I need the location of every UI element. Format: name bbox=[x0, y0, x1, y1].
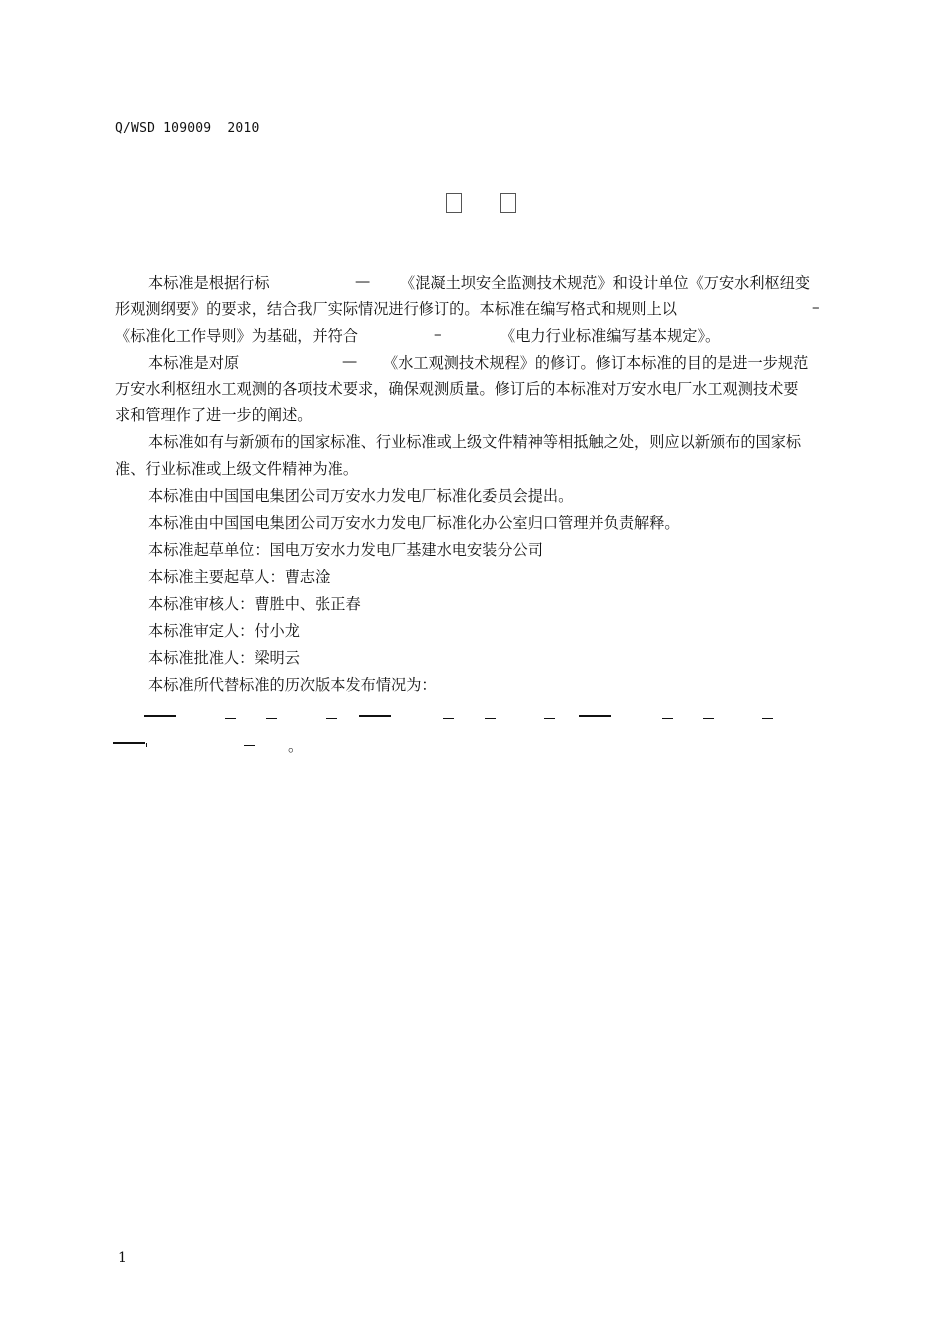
p2-line1-a: 本标准是对原 bbox=[148, 354, 240, 372]
p1-line1-b: 《混凝土坝安全监测技术规范》和设计单位《万安水利枢纽变 bbox=[400, 274, 811, 292]
p2-line3: 求和管理作了进一步的阐述。 bbox=[115, 406, 313, 424]
version-dash-9 bbox=[762, 718, 773, 719]
version-dash-8 bbox=[703, 718, 714, 719]
p1-line3-a: 《标准化工作导则》为基础，并符合 bbox=[115, 327, 358, 345]
version-dash-7 bbox=[662, 718, 673, 719]
version-end-mark: 。 bbox=[288, 737, 304, 755]
title-glyph-2 bbox=[500, 193, 516, 213]
version-dash-6 bbox=[544, 718, 555, 719]
p6: 本标准起草单位：国电万安水力发电厂基建水电安装分公司 bbox=[148, 541, 543, 559]
p1-dash: — bbox=[355, 272, 371, 290]
p1-line1-a: 本标准是根据行标 bbox=[148, 274, 270, 292]
p10: 本标准批准人：梁明云 bbox=[148, 649, 300, 667]
p3-line1: 本标准如有与新颁布的国家标准、行业标准或上级文件精神等相抵触之处，则应以新颁布的国家标 bbox=[148, 433, 802, 451]
p3-line2: 准、行业标准或上级文件精神为准。 bbox=[115, 460, 358, 478]
p11: 本标准所代替标准的历次版本发布情况为： bbox=[148, 676, 437, 694]
version-dash-2 bbox=[266, 718, 277, 719]
version-underline-3 bbox=[579, 715, 611, 717]
p1-dash-2: – bbox=[812, 298, 820, 316]
version-dash-1 bbox=[225, 718, 236, 719]
p1-dash-3: – bbox=[434, 325, 442, 343]
title-glyph-1 bbox=[446, 193, 462, 213]
p1-line2: 形观测纲要》的要求，结合我厂实际情况进行修订的。本标准在编写格式和规则上以 bbox=[115, 300, 677, 318]
version-underline-2 bbox=[359, 715, 391, 717]
p1-line3-b: 《电力行业标准编写基本规定》。 bbox=[500, 327, 721, 345]
version-dash-3 bbox=[326, 718, 337, 719]
version-dash-10 bbox=[244, 745, 255, 746]
p2-dash: — bbox=[342, 352, 358, 370]
p7: 本标准主要起草人：曹志淦 bbox=[148, 568, 331, 586]
p2-line1-b: 《水工观测技术规程》的修订。修订本标准的目的是进一步规范 bbox=[383, 354, 809, 372]
version-tick bbox=[146, 743, 147, 747]
p4: 本标准由中国国电集团公司万安水力发电厂标准化委员会提出。 bbox=[148, 487, 574, 505]
version-dash-4 bbox=[443, 718, 454, 719]
page-title bbox=[446, 192, 516, 213]
p8: 本标准审核人：曹胜中、张正春 bbox=[148, 595, 361, 613]
document-code: Q/WSD 109009 2010 bbox=[115, 121, 260, 136]
version-underline-1 bbox=[144, 715, 176, 717]
p2-line2: 万安水利枢纽水工观测的各项技术要求，确保观测质量。修订后的本标准对万安水电厂水工观测技术要 bbox=[115, 380, 799, 398]
version-dash-5 bbox=[485, 718, 496, 719]
p9: 本标准审定人：付小龙 bbox=[148, 622, 300, 640]
version-underline-4 bbox=[113, 742, 145, 744]
p5: 本标准由中国国电集团公司万安水力发电厂标准化办公室归口管理并负责解释。 bbox=[148, 514, 680, 532]
page-number: 1 bbox=[118, 1250, 127, 1266]
